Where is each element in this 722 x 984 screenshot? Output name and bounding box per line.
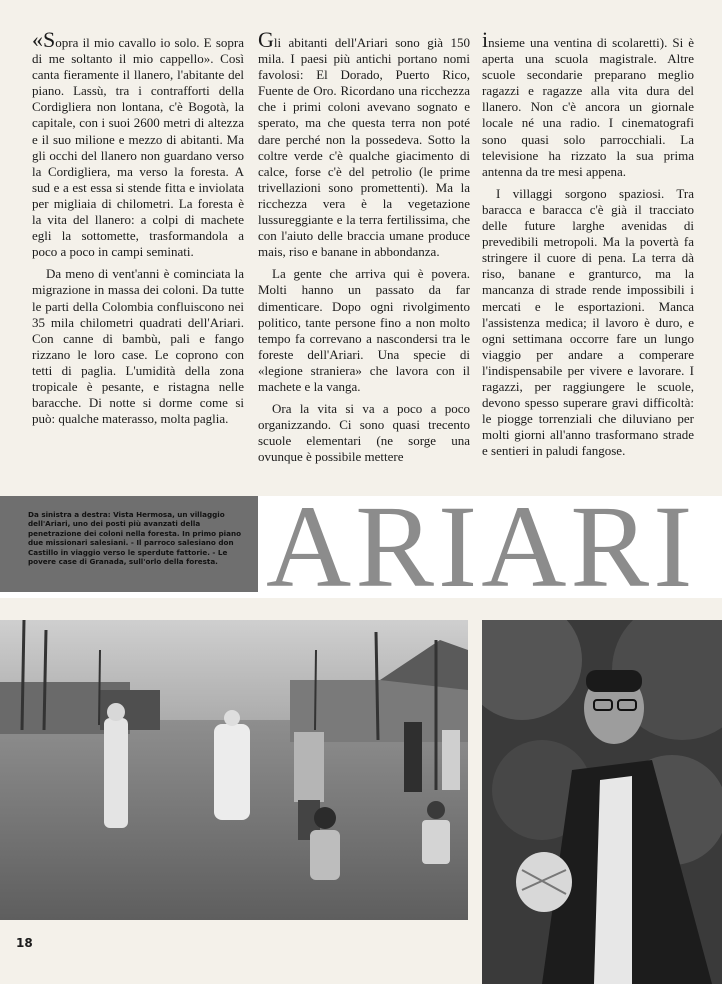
paragraph: I villaggi sorgono spaziosi. Tra baracca e baracca c'è già il tracciato delle future larghe avenidas di prevedibili metropoli. Ma la povertà fa stringere il cuore di pena. La terra dà riso, banane e granturco, ma la mancanza di strade rende impossibili i mercati e le esportazioni. Manca l'assistenza medica; il lavoro è duro, e ogni settimana occorre fare un lungo viaggio per andare a comperare l'indispensabile per vivere e lavorare. I ragazzi, per raggiungere le scuole, devono spesso superare gravi difficoltà: le piogge torrenziali che diluviano per molti giorni all'anno trasformano strade e sentieri in paludi fangose. bbox=[482, 185, 694, 459]
title-band bbox=[0, 496, 722, 598]
priest-photo bbox=[482, 620, 722, 984]
text-column-1 bbox=[32, 27, 244, 433]
page-number: 18 bbox=[16, 936, 33, 950]
paragraph: Gli abitanti dell'Ariari sono già 150 mila. I paesi più antichi portano nomi favolosi: El Dorado, Puerto Rico, Fuente de Oro. Ricordano una ricchezza che i primi coloni avevano sognato e sperato, ma che questa terra non poté dare perché non la possedeva. Sotto la coltre verde c'è qualche giacimento di calce, forse c'è del petrolio (le prime trivellazioni sono promettenti). Ma la ricchezza vera è la vegetazione lussureggiante e la terra fertilissima, che con l'aiuto delle braccia umane produce mais, riso e banane in abbondanza. bbox=[258, 27, 470, 260]
paragraph: insieme una ventina di scolaretti). Si è aperta una scuola magistrale. Altre scuole secondarie preparano meglio ragazzi e ragazze alla vita dura del llanero. Non c'è ancora un giornale locale né una radio. I cinematografi sono quasi solo parrocchiali. La televisione ha rizzato la sua prima antenna da tre mesi appena. bbox=[482, 27, 694, 179]
paragraph: Da meno di vent'anni è cominciata la migrazione in massa dei coloni. Da tutte le parti della Colombia confluiscono nei 35 mila chilometri quadrati dell'Ariari. Con canne di bambù, pali e fango rizzano le loro case. Le coprono con tetti di paglia. L'umidità della zona tropicale è pesante, e ristagna nelle baracche. Di notte si dorme come si può: qualche materasso, molta paglia. bbox=[32, 266, 244, 427]
text-column-3 bbox=[482, 27, 694, 465]
paragraph: Ora la vita si va a poco a poco organizzando. Ci sono quasi trecento scuole elementari (ne sorge una ovunque è possibile mettere bbox=[258, 401, 470, 465]
text-column-2 bbox=[258, 27, 470, 471]
paragraph: La gente che arriva qui è povera. Molti hanno un passato da far dimenticare. Dopo ogni rivolgimento politico, tante persone fino a non molto tempo fa correvano a nascondersi tra le foreste dell'Ariari. Una specie di «legione straniera» che lavora con il machete e la vanga. bbox=[258, 266, 470, 394]
village-street-photo bbox=[0, 620, 468, 920]
photo-caption: Da sinistra a destra: Vista Hermosa, un villaggio dell'Ariari, uno dei posti più avanzati della penetrazione dei coloni nella foresta. In primo piano due missionari salesiani. - Il parroco salesiano don Castillo in viaggio verso le sperdute fattorie. - Le povere case di Granada, sull'orlo della foresta. bbox=[28, 510, 242, 567]
paragraph: «Sopra il mio cavallo io solo. E sopra di me soltanto il mio cappello». Così canta fieramente il llanero, l'abitante del piano. Lassù, tra i contrafforti della Cordigliera non lontana, c'è Bogotà, la capitale, con i suoi 2600 metri di altezza e il suo milione e mezzo di abitanti. Ma gli occhi del llanero non guardano verso la Cordigliera, ma verso la foresta. A sud e a est essa si stende fitta e inviolata per migliaia di chilometri. La foresta è la vita del llanero: a colpi di machete egli la sottomette, trasformandola a poco a poco in campi seminati. bbox=[32, 27, 244, 260]
article-title: ARIARI bbox=[266, 500, 697, 594]
